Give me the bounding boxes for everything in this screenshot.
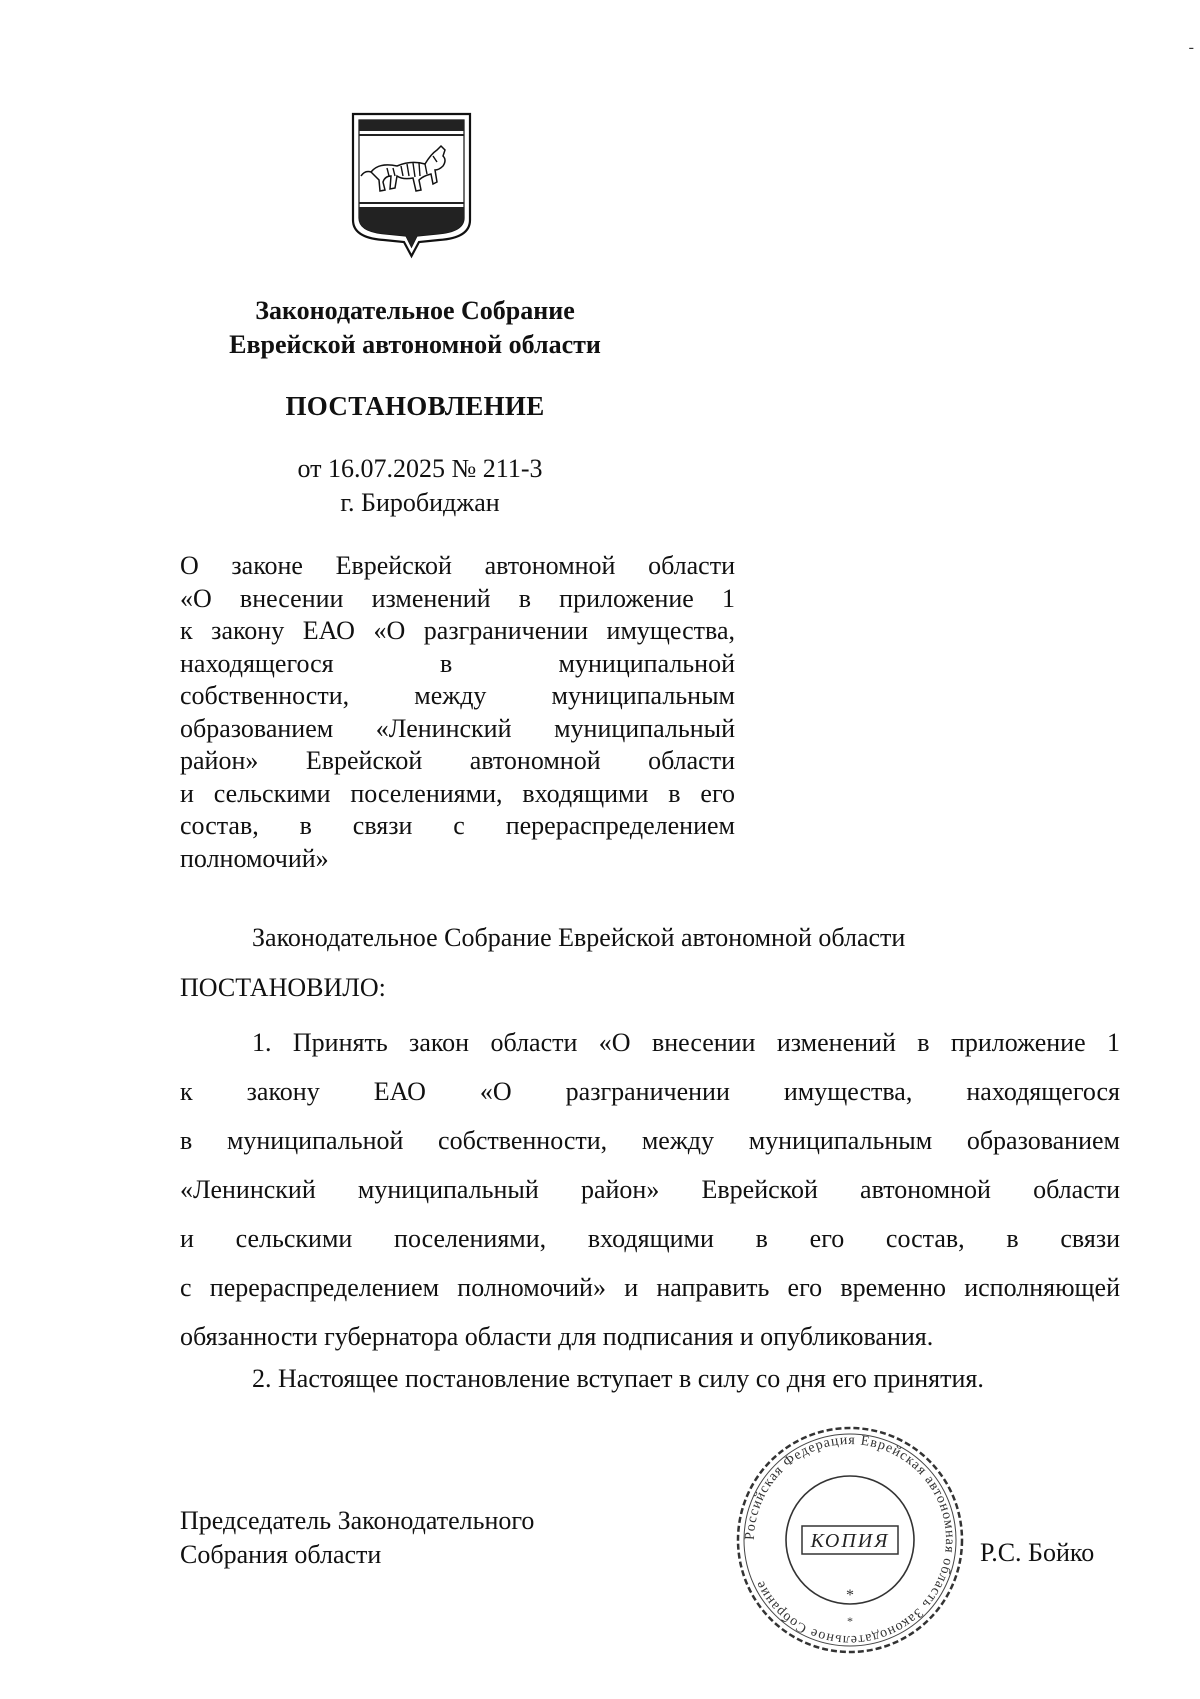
signatory-title-line2: Собрания области [180, 1540, 382, 1569]
date-number: от 16.07.2025 № 211-3 [297, 454, 543, 483]
decided-heading: ПОСТАНОВИЛО: [180, 973, 386, 1002]
subject-line: собственности, между муниципальным [180, 681, 735, 710]
signatory-title [180, 1504, 534, 1572]
document-meta [180, 452, 660, 520]
subject-line: находящегося в муниципальной [180, 648, 735, 678]
paragraph-line: обязанности губернатора области для подписания и опубликования. [180, 1322, 934, 1351]
preamble: Законодательное Собрание Еврейской автономной области [252, 923, 906, 952]
paragraph-line: и сельскими поселениями, входящими в его состав, в связи [180, 1224, 1120, 1253]
subject-line: и сельскими поселениями, входящими в его [180, 778, 735, 808]
seal-copy-text: КОПИЯ [810, 1530, 890, 1552]
subject-line: район» Еврейской автономной области [180, 746, 735, 775]
document-subject [180, 550, 735, 875]
paragraph-1 [180, 1018, 1120, 1361]
subject-line: О законе Еврейской автономной области [180, 551, 735, 580]
coat-of-arms-emblem [349, 110, 474, 260]
subject-line: полномочий» [180, 843, 329, 873]
city: г. Биробиджан [340, 488, 500, 517]
organization-name-line2: Еврейской автономной области [229, 330, 601, 359]
subject-line: образованием «Ленинский муниципальный [180, 713, 735, 743]
document-type: ПОСТАНОВЛЕНИЕ [285, 391, 545, 421]
paragraph-line: с перераспределением полномочий» и направить его временно исполняющей [180, 1273, 1120, 1302]
subject-line: состав, в связи с перераспределением [180, 811, 735, 840]
signatory-title-line1: Председатель Законодательного [180, 1506, 535, 1535]
signatory-name: Р.С. Бойко [980, 1538, 1095, 1567]
organization-name [170, 294, 660, 362]
organization-name-line1: Законодательное Собрание [255, 296, 575, 325]
paragraph-line: в муниципальной собственности, между муниципальным образованием [180, 1126, 1120, 1155]
subject-line: «О внесении изменений в приложение 1 [180, 583, 735, 613]
paragraph-line: 1. Принять закон области «О внесении изменений в приложение 1 [252, 1028, 1120, 1057]
seal-ring-text: Российская Федерация Еврейская автономная область Законодательное Собрание [742, 1432, 958, 1648]
paragraph-line: «Ленинский муниципальный район» Еврейской автономной области [180, 1175, 1120, 1204]
corner-mark: - [1188, 39, 1194, 56]
subject-line: к закону ЕАО «О разграничении имущества, [180, 616, 735, 645]
seal-star-icon: * [846, 1587, 854, 1604]
paragraph-2: 2. Настоящее постановление вступает в силу со дня его принятия. [252, 1364, 984, 1393]
official-seal [730, 1420, 970, 1660]
seal-star-small-icon: * [847, 1614, 853, 1628]
paragraph-line: к закону ЕАО «О разграничении имущества, находящегося [180, 1077, 1120, 1106]
